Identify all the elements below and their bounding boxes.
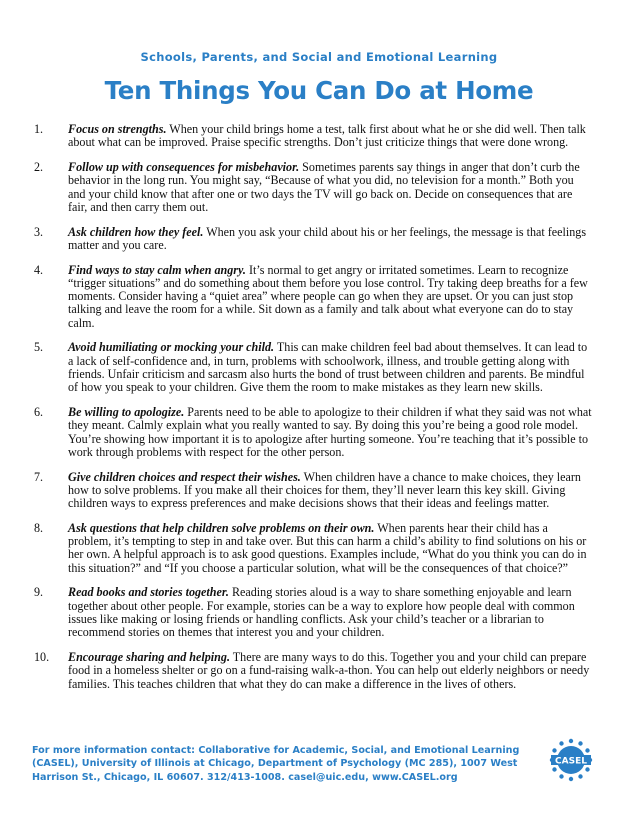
tips-list — [34, 123, 594, 702]
item-number: 9. — [34, 585, 44, 600]
list-item — [34, 123, 594, 150]
item-body — [68, 471, 594, 511]
page-subtitle: Schools, Parents, and Social and Emotional Learning — [140, 50, 498, 64]
item-number: 4. — [34, 262, 44, 277]
item-text: Sometimes parents say things in anger that don’t curb the behavior in the long run. You might say, “Because of what you did, no television for a month.” Both you and your child know that after one or two days the TV will go back on. Decide on consequences that are fair, and then carry them out. — [68, 159, 580, 214]
item-body — [68, 586, 594, 639]
item-number: 2. — [34, 159, 44, 174]
item-lead: Follow up with consequences for misbehavior. — [68, 159, 300, 174]
list-item — [34, 161, 594, 214]
item-number: 8. — [34, 520, 44, 535]
item-text: It’s normal to get angry or irritated sometimes. Learn to recognize “trigger situations” and do something about them before you lose control. Try taking deep breaths for a few moments. Consider having a “quiet area” where people can go when they are upset. Or you can just stop talking and leave the room for a while. Sit down as a family and talk about what everyone can do to stay calm. — [68, 262, 588, 330]
item-body — [68, 406, 594, 459]
list-item — [34, 226, 594, 253]
casel-logo-icon — [549, 738, 593, 782]
list-item — [34, 522, 594, 575]
item-lead: Focus on strengths. — [68, 122, 167, 136]
contact-footer: For more information contact: Collaborative for Academic, Social, and Emotional Learning (CASEL), University of Illinois at Chicago, Department of Psychology (MC 285), 1007 West Harrison St., Chicago, IL 60607. 312/413-1008. casel@uic.edu, www.CASEL.org — [32, 745, 520, 783]
item-number: 1. — [34, 122, 44, 136]
item-text: When you ask your child about his or her feelings, the message is that feelings matter and you care. — [68, 224, 587, 252]
item-text: Parents need to be able to apologize to their children if what they said was not what they meant. Calmly explain what you really wanted to say. By doing this you’re being a good role model. You’re showing how important it is to apologize after hurting someone. You’re teaching that it’s possible to work through problems with respect for the other person. — [68, 405, 592, 459]
item-text: Reading stories aloud is a way to share something enjoyable and learn together about other people. For example, stories can be a way to explore how people deal with common issues like making or losing friends or handling conflicts. Ask your child’s teacher or a librarian to recommend stories on themes that interest you and your children. — [68, 585, 575, 640]
item-body — [68, 161, 594, 214]
item-body — [68, 522, 594, 575]
item-lead: Find ways to stay calm when angry. — [68, 262, 246, 277]
item-body — [68, 264, 594, 330]
item-number: 10. — [34, 650, 50, 665]
item-lead: Ask questions that help children solve problems on their own. — [68, 520, 375, 535]
page-title: Ten Things You Can Do at Home — [104, 76, 534, 105]
item-number: 7. — [34, 469, 44, 484]
item-number: 3. — [34, 224, 44, 239]
item-text: There are many ways to do this. Together you and your child can prepare food in a homeless shelter or go on a fund-raising walk-a-thon. You can help out elderly neighbors or needy families. This teaches children that what they do can make a difference in the lives of others. — [68, 650, 590, 691]
item-text: When parents hear their child has a problem, it’s tempting to step in and take over. But this can harm a child’s ability to find solutions on his or her own. A helpful approach is to ask good questions. Examples include, “What do you think you can do in this situation?” and “If you choose a particular solution, what will be the consequences of that choice?” — [68, 520, 587, 575]
item-body — [68, 651, 594, 691]
item-lead: Be willing to apologize. — [68, 405, 185, 419]
item-lead: Give children choices and respect their wishes. — [68, 469, 301, 484]
item-lead: Avoid humiliating or mocking your child. — [68, 340, 275, 355]
item-lead: Encourage sharing and helping. — [68, 650, 230, 665]
item-number: 6. — [34, 405, 44, 419]
item-text: When children have a chance to make choices, they learn how to solve problems. If you make all their choices for them, they’ll never learn this key skill. Giving children ways to express preferences and make decisions shows that their ideas and feelings matter. — [68, 469, 581, 511]
item-text: This can make children feel bad about themselves. It can lead to a lack of self-confidence and, in turn, problems with schoolwork, illness, and trouble getting along with friends. Unfair criticism and sarcasm also hurts the bond of trust between children and parents. Be mindful of how you speak to your children. Give them the room to make mistakes as they learn new skills. — [68, 340, 588, 395]
list-item — [34, 471, 594, 511]
list-item — [34, 651, 594, 691]
logo-text: CASEL — [555, 756, 587, 767]
item-body — [68, 123, 594, 150]
item-lead: Ask children how they feel. — [68, 224, 204, 239]
list-item — [34, 586, 594, 639]
item-body — [68, 341, 594, 394]
list-item — [34, 341, 594, 394]
list-item — [34, 406, 594, 459]
item-number: 5. — [34, 340, 44, 355]
item-body — [68, 226, 594, 253]
item-text: When your child brings home a test, talk first about what he or she did well. Then talk about what can be improved. Praise specific strengths. Don’t just criticize things that were done wrong. — [68, 122, 586, 150]
item-lead: Read books and stories together. — [68, 585, 229, 600]
list-item — [34, 264, 594, 330]
